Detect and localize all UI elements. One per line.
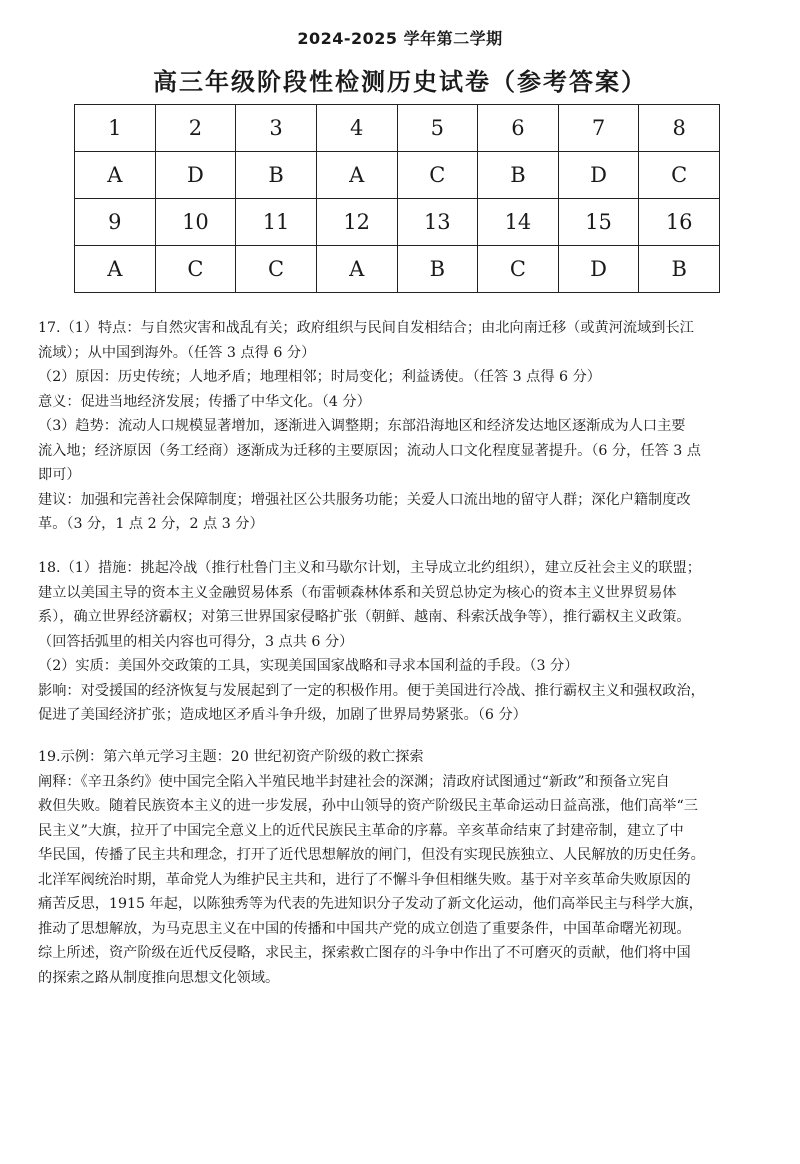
answer-line: 建立以美国主导的资本主义金融贸易体系（布雷顿森林体系和关贸总协定为核心的资本主义世界贸易体 — [38, 584, 677, 601]
question-number-cell: 4 — [316, 105, 397, 152]
answer-cell: B — [478, 152, 559, 199]
answer-line: （回答括弧里的相关内容也可得分，3 点共 6 分） — [38, 633, 354, 650]
answer-line: 流入地；经济原因（务工经商）逐渐成为迁移的主要原因；流动人口文化程度显著提升。（6 分，任答 3 点 — [38, 442, 701, 459]
answer-line: 综上所述，资产阶级在近代反侵略，求民主，探索救亡图存的斗争中作出了不可磨灭的贡献，他们将中国 — [38, 945, 691, 961]
question-number-cell: 9 — [75, 199, 156, 246]
answer-cell: D — [558, 246, 639, 293]
question-number-cell: 16 — [639, 199, 720, 246]
question-number-cell: 3 — [236, 105, 317, 152]
answer-row — [75, 246, 720, 293]
question-number-cell: 1 — [75, 105, 156, 152]
question-number-cell: 10 — [155, 199, 236, 246]
answer-cell: A — [75, 152, 156, 199]
answer-line: 救但失败。随着民族资本主义的进一步发展，孙中山领导的资产阶级民主革命运动日益高涨，他们高举“三 — [38, 798, 698, 814]
answer-line: 北洋军阀统治时期，革命党人为维护民主共和，进行了不懈斗争但相继失败。基于对辛亥革命失败原因的 — [38, 871, 691, 888]
answer-line: 的探索之路从制度推向思想文化领域。 — [38, 969, 280, 986]
answer-line: 流域）；从中国到海外。（任答 3 点得 6 分） — [38, 344, 316, 361]
question-number-row — [75, 199, 720, 246]
answer-row — [75, 152, 720, 199]
question-number-row — [75, 105, 720, 152]
question-18-answer — [38, 556, 773, 728]
term-heading: 2024-2025 学年第二学期 — [297, 29, 503, 48]
answer-line: 意义：促进当地经济发展；传播了中华文化。（4 分） — [38, 393, 371, 410]
answer-line: 民主义”大旗，拉开了中国完全意义上的近代民族民主革命的序幕。辛亥革命结束了封建帝制，建立了中 — [38, 822, 684, 839]
answer-cell: C — [478, 246, 559, 293]
page-title: 高三年级阶段性检测历史试卷（参考答案） — [153, 68, 647, 96]
answer-line: 革。（3 分，1 点 2 分，2 点 3 分） — [38, 516, 264, 532]
answer-cell: C — [397, 152, 478, 199]
answer-cell: B — [397, 246, 478, 293]
answer-cell: C — [236, 246, 317, 293]
question-number-cell: 8 — [639, 105, 720, 152]
answer-cell: C — [639, 152, 720, 199]
answer-line: 18.（1）措施：挑起冷战（推行杜鲁门主义和马歇尔计划，主导成立北约组织），建立反社会主义的联盟； — [38, 560, 701, 576]
answer-cell: B — [639, 246, 720, 293]
answer-line: （2）实质：美国外交政策的工具，实现美国国家战略和寻求本国利益的手段。（3 分） — [38, 658, 579, 674]
question-number-cell: 12 — [316, 199, 397, 246]
answer-line: 建议：加强和完善社会保障制度；增强社区公共服务功能；关爱人口流出地的留守人群；深化户籍制度改 — [38, 491, 691, 508]
answer-table — [74, 104, 720, 293]
answer-cell: D — [155, 152, 236, 199]
question-number-cell: 5 — [397, 105, 478, 152]
answer-cell: A — [75, 246, 156, 293]
question-19-answer — [38, 745, 773, 990]
answer-line: 阐释：《辛丑条约》使中国完全陷入半殖民地半封建社会的深渊；清政府试图通过“新政”和预备立宪自 — [38, 773, 670, 790]
answer-line: 19.示例：第六单元学习主题：20 世纪初资产阶级的救亡探索 — [38, 749, 424, 765]
answer-line: 影响：对受援国的经济恢复与发展起到了一定的积极作用。便于美国进行冷战、推行霸权主义和强权政治， — [38, 682, 705, 699]
question-number-cell: 15 — [558, 199, 639, 246]
answer-line: 促进了美国经济扩张；造成地区矛盾斗争升级，加剧了世界局势紧张。（6 分） — [38, 707, 527, 723]
answer-line: （3）趋势：流动人口规模显著增加，逐渐进入调整期；东部沿海地区和经济发达地区逐渐成为人口主要 — [38, 418, 686, 434]
question-number-cell: 2 — [155, 105, 236, 152]
answer-line: 华民国，传播了民主共和理念，打开了近代思想解放的闸门，但没有实现民族独立、人民解放的历史任务。 — [38, 847, 705, 863]
answer-line: 系），确立世界经济霸权；对第三世界国家侵略扩张（朝鲜、越南、科索沃战争等），推行霸权主义政策。 — [38, 609, 691, 625]
answer-cell: C — [155, 246, 236, 293]
question-number-cell: 13 — [397, 199, 478, 246]
answer-cell: A — [316, 152, 397, 199]
question-number-cell: 11 — [236, 199, 317, 246]
answer-line: 痛苦反思，1915 年起，以陈独秀等为代表的先进知识分子发动了新文化运动，他们高举民主与科学大旗， — [38, 896, 703, 912]
answer-line: 即可） — [38, 467, 81, 483]
answer-line: 推动了思想解放，为马克思主义在中国的传播和中国共产党的成立创造了重要条件，中国革命曙光初现。 — [38, 920, 691, 937]
answer-cell: D — [558, 152, 639, 199]
answer-line: 17.（1）特点：与自然灾害和战乱有关；政府组织与民间自发相结合；由北向南迁移（或黄河流域到长江 — [38, 320, 694, 336]
question-number-cell: 7 — [558, 105, 639, 152]
answer-line: （2）原因：历史传统；人地矛盾；地理相邻；时局变化；利益诱使。（任答 3 点得 6 分） — [38, 369, 601, 385]
question-17-answer — [38, 316, 773, 537]
question-number-cell: 6 — [478, 105, 559, 152]
answer-cell: B — [236, 152, 317, 199]
question-number-cell: 14 — [478, 199, 559, 246]
answer-cell: A — [316, 246, 397, 293]
